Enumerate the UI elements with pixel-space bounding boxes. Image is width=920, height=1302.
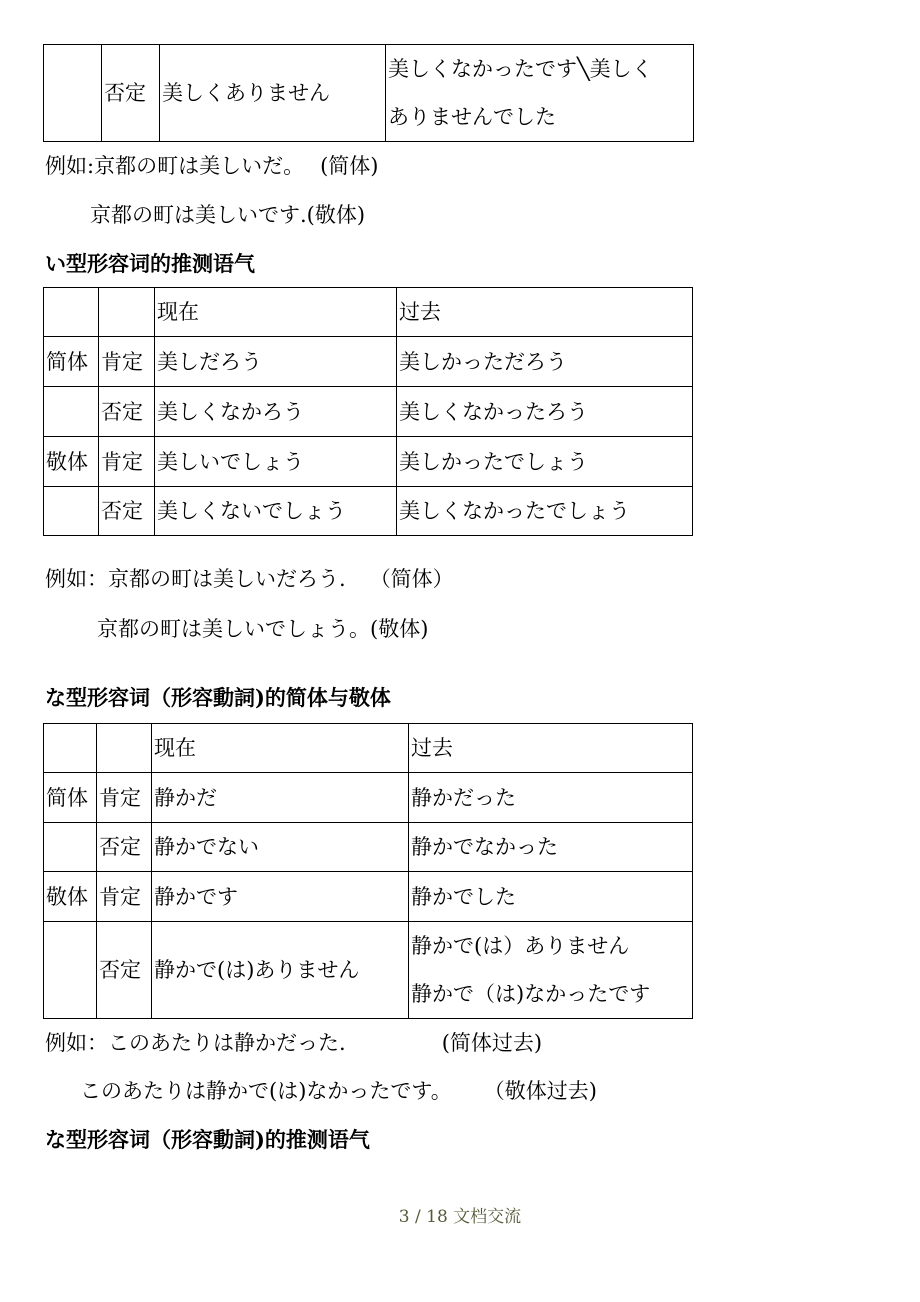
table-header-row: [44, 724, 693, 773]
example1-sentence: 例如:京都の町は美しいだ。: [45, 154, 305, 178]
example2-line2: 京都の町は美しいでしょう。(敬体): [97, 617, 429, 641]
example3-sentence2: このあたりは静かで(は)なかったです。: [80, 1079, 452, 1103]
table-row: [44, 823, 693, 872]
example3-sentence: 例如：このあたりは静かだった.: [45, 1031, 346, 1055]
cell-style: [44, 823, 97, 872]
table-row: [44, 45, 694, 142]
example1-line1: [45, 153, 378, 179]
header-cell-polarity: [97, 724, 152, 773]
cell-present: 静かだ: [152, 773, 409, 823]
cell-polarity: 否定: [99, 487, 155, 536]
table-row: [44, 437, 693, 487]
page-footer: 3 / 18 文档交流: [398, 1207, 522, 1227]
cell-present: 静かでない: [152, 823, 409, 872]
cell-present: 静かです: [152, 872, 409, 922]
cell-polarity: 否定: [97, 823, 152, 872]
cell-style: [44, 922, 97, 1019]
cell-polarity: 否定: [102, 45, 160, 142]
header-cell-style: [44, 288, 99, 337]
cell-past-line2: ありませんでした: [388, 105, 556, 129]
cell-present: 美しくなかろう: [155, 387, 397, 437]
cell-polarity: 肯定: [97, 872, 152, 922]
example1-note: (简体): [320, 154, 379, 178]
table-row: [44, 773, 693, 823]
example3-note2: （敬体过去): [483, 1079, 597, 1103]
cell-past: 静かでした: [409, 872, 693, 922]
example3-line1: [45, 1030, 542, 1056]
cell-past-line1: 静かで(は）ありません: [411, 934, 630, 958]
example2-sentence: 例如：京都の町は美しいだろう.: [45, 567, 346, 591]
cell-style: 简体: [44, 773, 97, 823]
example3-line2: [80, 1078, 597, 1104]
cell-past-line1: 美しくなかったです╲美しく: [388, 57, 653, 81]
table-header-row: [44, 288, 693, 337]
cell-polarity: 肯定: [97, 773, 152, 823]
cell-past: 美しかっただろう: [397, 337, 693, 387]
cell-present: 美しだろう: [155, 337, 397, 387]
cell-past-line2: 静かで（は)なかったです: [411, 982, 651, 1006]
cell-polarity: 肯定: [99, 337, 155, 387]
table-i-adjective-formal-negative: [43, 44, 694, 142]
cell-style: 敬体: [44, 437, 99, 487]
cell-past: [409, 922, 693, 1019]
table-i-adjective-conjecture: [43, 287, 693, 536]
cell-present: 美しいでしょう: [155, 437, 397, 487]
cell-past: 美しかったでしょう: [397, 437, 693, 487]
header-cell-present: 现在: [155, 288, 397, 337]
cell-polarity: 否定: [99, 387, 155, 437]
header-cell-style: [44, 724, 97, 773]
cell-polarity: 肯定: [99, 437, 155, 487]
heading-i-adjective-conjecture: い型形容词的推测语气: [45, 251, 255, 276]
header-cell-present: 现在: [152, 724, 409, 773]
cell-style: 敬体: [44, 872, 97, 922]
cell-present: 美しくありません: [160, 45, 386, 142]
cell-past: 静かだった: [409, 773, 693, 823]
cell-past: 美しくなかったでしょう: [397, 487, 693, 536]
cell-past: 美しくなかったろう: [397, 387, 693, 437]
example3-note: (简体过去): [441, 1031, 543, 1055]
header-cell-polarity: [99, 288, 155, 337]
example1-line2: 京都の町は美しいです.(敬体): [90, 203, 366, 227]
cell-style: [44, 45, 102, 142]
header-cell-past: 过去: [409, 724, 693, 773]
example2-note: （简体）: [369, 567, 454, 591]
example2-line1: [45, 566, 454, 592]
cell-style: [44, 487, 99, 536]
cell-past: [386, 45, 694, 142]
cell-past: 静かでなかった: [409, 823, 693, 872]
cell-present: 美しくないでしょう: [155, 487, 397, 536]
table-row: [44, 387, 693, 437]
cell-present: 静かで(は)ありません: [152, 922, 409, 1019]
cell-style: 简体: [44, 337, 99, 387]
cell-polarity: 否定: [97, 922, 152, 1019]
table-row: [44, 487, 693, 536]
table-row: [44, 922, 693, 1019]
header-cell-past: 过去: [397, 288, 693, 337]
heading-na-adjective-conjecture: な型形容词（形容動詞)的推测语气: [45, 1127, 370, 1152]
heading-na-adjective-plain-polite: な型形容词（形容動詞)的简体与敬体: [45, 685, 391, 710]
table-row: [44, 872, 693, 922]
table-row: [44, 337, 693, 387]
cell-style: [44, 387, 99, 437]
table-na-adjective-plain-polite: [43, 723, 693, 1019]
